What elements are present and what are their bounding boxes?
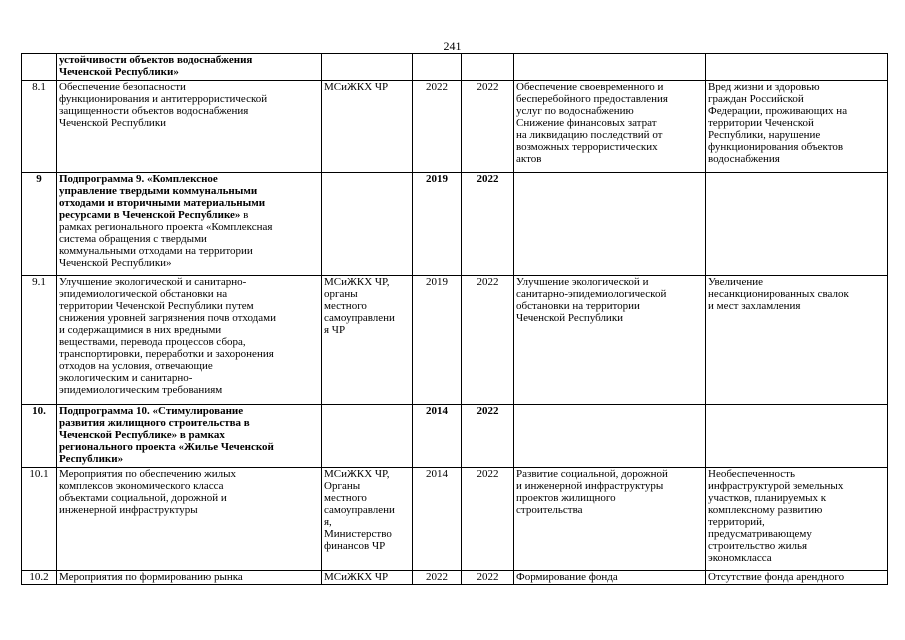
executor: МСиЖКХ ЧР, Органы местного самоуправлени я, Министерство финансов ЧР: [322, 468, 413, 571]
page-number: 241: [443, 39, 462, 53]
row-number: 9.1: [22, 276, 57, 405]
measure-name: Обеспечение безопасности функционирования и антитеррористической защищенности объектов водоснабжения Чеченской Республики: [57, 81, 322, 173]
measure-name-bold: Подпрограмма 9. «Комплексное управление твердыми коммунальными отходами и вторичными материальными ресурсами в Чеченской Республике»: [59, 173, 266, 221]
end-year: 2022: [462, 571, 514, 585]
row-number: 8.1: [22, 81, 57, 173]
expected-result: Формирование фонда: [514, 571, 706, 585]
measure-name: [57, 173, 322, 276]
end-year: [462, 54, 514, 81]
end-year: 2022: [462, 81, 514, 173]
executor: [322, 173, 413, 276]
start-year: 2014: [413, 405, 462, 468]
measure-name: Мероприятия по обеспечению жилых комплексов экономического класса объектами социальной, дорожной и инженерной инфраструктуры: [57, 468, 322, 571]
executor: МСиЖКХ ЧР, органы местного самоуправлени я ЧР: [322, 276, 413, 405]
row-number: 9: [22, 173, 57, 276]
expected-result: Улучшение экологической и санитарно-эпидемиологической обстановки на территории Чеченской Республики: [514, 276, 706, 405]
measure-name: Подпрограмма 10. «Стимулирование развития жилищного строительства в Чеченской Республике» в рамках регионального проекта «Жилье Чеченской Республики»: [57, 405, 322, 468]
expected-result: Развитие социальной, дорожной и инженерной инфраструктуры проектов жилищного строительства: [514, 468, 706, 571]
executor: [322, 54, 413, 81]
executor: МСиЖКХ ЧР: [322, 571, 413, 585]
consequence: [706, 54, 888, 81]
measure-name: [57, 54, 322, 81]
row-number: [22, 54, 57, 81]
end-year: 2022: [462, 173, 514, 276]
expected-result: Обеспечение своевременного и бесперебойного предоставления услуг по водоснабжению Снижение финансовых затрат на ликвидацию последствий от возможных террористических актов: [514, 81, 706, 173]
consequence: [706, 405, 888, 468]
expected-result: [514, 173, 706, 276]
start-year: 2022: [413, 571, 462, 585]
measure-name: Улучшение экологической и санитарно- эпидемиологической обстановки на территории Чеченской Республики путем снижения уровней загрязнения почв отходами и содержащимися в них вредными веществами, перевода процессов сбора, транспортировки, переработки и захоронения отходов на условия, отвечающие экологическим и санитарно- эпидемиологическим требованиям: [57, 276, 322, 405]
row-number: 10.1: [22, 468, 57, 571]
end-year: 2022: [462, 405, 514, 468]
start-year: 2019: [413, 276, 462, 405]
table-row: [22, 276, 888, 405]
end-year: 2022: [462, 468, 514, 571]
executor: [322, 405, 413, 468]
consequence: Отсутствие фонда арендного: [706, 571, 888, 585]
table-row: [22, 54, 888, 81]
row-number: 10.: [22, 405, 57, 468]
table-row: [22, 571, 888, 585]
consequence: Вред жизни и здоровью граждан Российской Федерации, проживающих на территории Чеченской Республики, нарушение функционирования объектов водоснабжения: [706, 81, 888, 173]
start-year: 2014: [413, 468, 462, 571]
consequence: Увеличение несанкционированных свалок и мест захламления: [706, 276, 888, 405]
executor: МСиЖКХ ЧР: [322, 81, 413, 173]
table-row: [22, 468, 888, 571]
expected-result: [514, 54, 706, 81]
expected-result: [514, 405, 706, 468]
table-row: [22, 81, 888, 173]
measures-table: [21, 53, 888, 585]
start-year: [413, 54, 462, 81]
measure-name: Мероприятия по формированию рынка: [57, 571, 322, 585]
table-row: [22, 173, 888, 276]
measure-name-bold: устойчивости объектов водоснабжения Чеченской Республики»: [59, 54, 253, 78]
consequence: Необеспеченность инфраструктурой земельных участков, планируемых к комплексному развитию территорий, предусматривающему строительство жилья экономкласса: [706, 468, 888, 571]
start-year: 2019: [413, 173, 462, 276]
consequence: [706, 173, 888, 276]
start-year: 2022: [413, 81, 462, 173]
measure-name-rest: в рамках регионального проекта «Комплексная система обращения с твердыми коммунальными отходами на территории Чеченской Республики»: [59, 209, 273, 269]
table-row: [22, 405, 888, 468]
row-number: 10.2: [22, 571, 57, 585]
end-year: 2022: [462, 276, 514, 405]
